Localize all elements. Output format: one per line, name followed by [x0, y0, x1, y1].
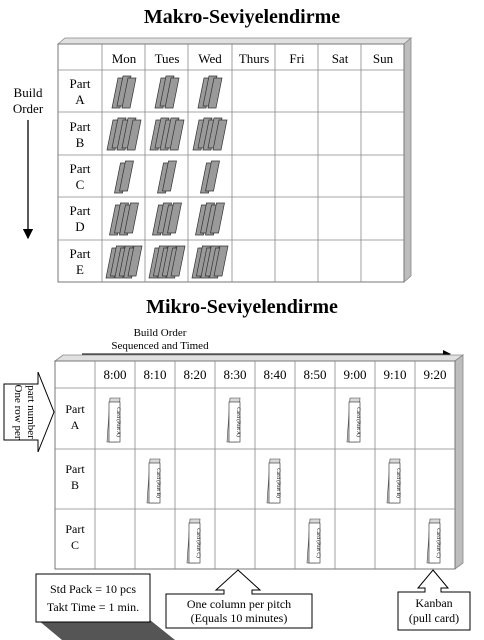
row-note-1: One row per — [12, 384, 24, 440]
order-label: Order — [12, 101, 44, 116]
row-label: B — [70, 478, 80, 492]
kanban-card-text: Card (Part B) — [395, 468, 401, 498]
part-label: C — [75, 177, 85, 192]
kanban-card-text: Card (Part C) — [435, 528, 441, 558]
part-label: D — [75, 219, 85, 234]
row-label: C — [70, 538, 80, 552]
day-header: Sun — [372, 51, 394, 66]
std-pack-text: Std Pack = 10 pcs — [49, 582, 137, 596]
day-header: Thurs — [238, 51, 270, 66]
part-label: A — [75, 92, 85, 107]
day-header: Tues — [154, 51, 180, 66]
kanban-card-text: Card (Part A) — [355, 407, 361, 437]
part-label: Part — [69, 246, 91, 261]
day-header: Sat — [331, 51, 349, 66]
time-header: 8:10 — [143, 367, 167, 382]
macro-cards — [106, 76, 228, 278]
row-label: A — [70, 418, 80, 432]
pitch-note-2: (Equals 10 minutes) — [190, 611, 288, 625]
part-label: E — [76, 262, 84, 277]
time-header: 9:00 — [343, 367, 367, 382]
time-header: 9:10 — [383, 367, 407, 382]
part-label: Part — [69, 161, 91, 176]
kanban-card — [227, 398, 242, 442]
sequenced-label: Sequenced and Timed — [111, 340, 209, 352]
build-order-label: Build Order — [133, 327, 187, 339]
row-note-2: part number — [25, 385, 37, 439]
kanban-card — [147, 459, 162, 503]
kanban-card — [427, 519, 442, 563]
kanban-card-text: Card (Part B) — [155, 468, 161, 498]
info-box-shadow — [38, 620, 175, 640]
day-header: Mon — [111, 51, 137, 66]
part-label: Part — [69, 76, 91, 91]
kanban-card — [107, 398, 122, 442]
pitch-note-1: One column per pitch — [186, 597, 292, 611]
macro-grid — [58, 38, 411, 282]
row-label: Part — [65, 402, 85, 416]
kanban-card-text: Card (Part A) — [115, 407, 121, 437]
part-label: Part — [69, 119, 91, 134]
time-header: 9:20 — [423, 367, 447, 382]
row-label: Part — [65, 462, 85, 476]
day-header: Wed — [198, 51, 222, 66]
pull-card-label: (pull card) — [408, 611, 460, 625]
kanban-card — [267, 459, 282, 503]
time-header: 8:00 — [103, 367, 127, 382]
kanban-label: Kanban — [415, 596, 453, 610]
kanban-card — [307, 519, 322, 563]
micro-title: Mikro-Seviyelendirme — [146, 296, 338, 318]
time-header: 8:40 — [263, 367, 287, 382]
kanban-card-text: Card (Part B) — [275, 468, 281, 498]
micro-grid — [55, 355, 463, 569]
row-label: Part — [65, 522, 85, 536]
time-header: 8:30 — [223, 367, 247, 382]
kanban-card — [387, 459, 402, 503]
kanban-card — [347, 398, 362, 442]
kanban-card-text: Card (Part C) — [315, 528, 321, 558]
part-label: B — [75, 135, 85, 150]
macro-title: Makro-Seviyelendirme — [143, 6, 341, 28]
day-header: Fri — [289, 51, 305, 66]
takt-time-text: Takt Time = 1 min. — [46, 600, 140, 614]
kanban-card — [187, 519, 202, 563]
kanban-card-text: Card (Part C) — [195, 528, 201, 558]
build-label: Build — [13, 85, 43, 100]
kanban-card-text: Card (Part A) — [235, 407, 241, 437]
time-header: 8:20 — [183, 367, 207, 382]
part-label: Part — [69, 203, 91, 218]
time-header: 8:50 — [303, 367, 327, 382]
